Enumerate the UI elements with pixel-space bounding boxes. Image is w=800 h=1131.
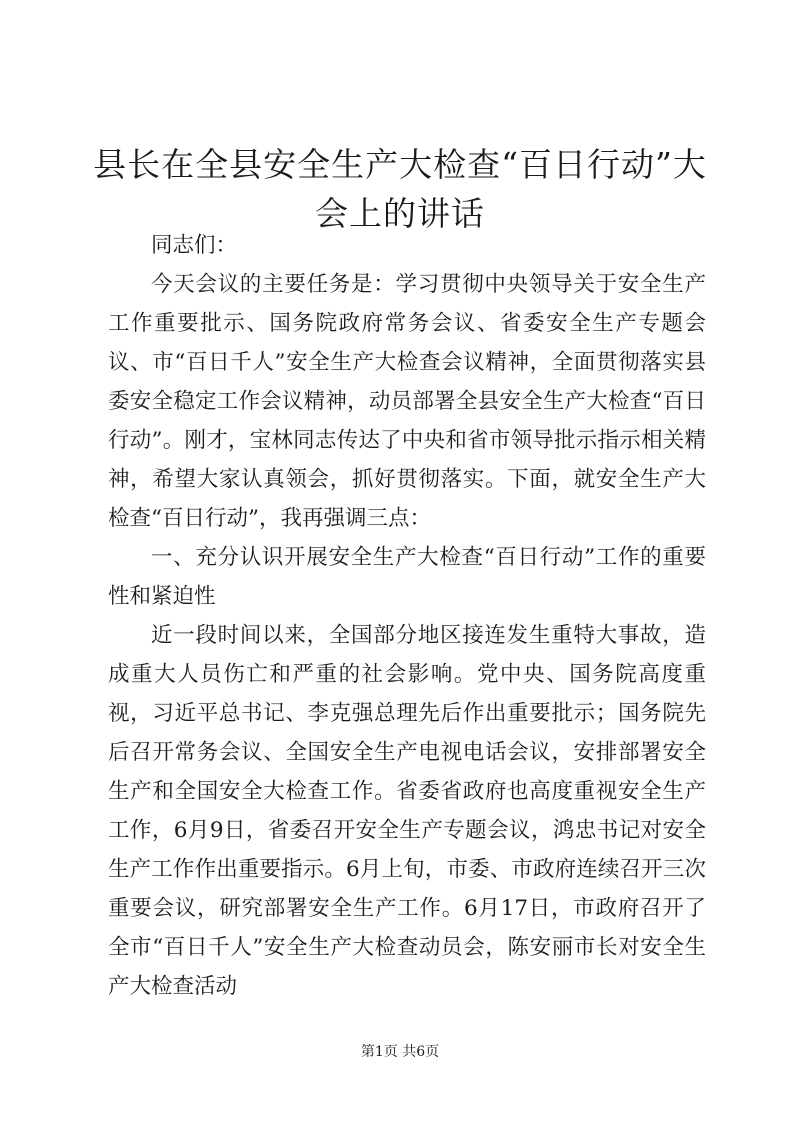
intro-paragraph: 今天会议的主要任务是：学习贯彻中央领导关于安全生产工作重要批示、国务院政府常务会议、省委安全生产专题会议、市“百日千人”安全生产大检查会议精神，全面贯彻落实县委安全稳定工作会议精神，动员部署全县安全生产大检查“百日行动”。刚才，宝林同志传达了中央和省市领导批示指示相关精神，希望大家认真领会，抓好贯彻落实。下面，就安全生产大检查“百日行动”，我再强调三点： — [108, 272, 706, 531]
salutation-paragraph: 同志们： — [151, 233, 238, 258]
page-footer: 第1页 共6页 — [360, 1044, 440, 1060]
document-title: 县长在全县安全生产大检查“百日行动”大会上的讲话 — [93, 145, 707, 233]
document-body — [108, 226, 706, 1006]
section-heading-1: 一、充分认识开展安全生产大检查“百日行动”工作的重要性和紧迫性 — [108, 545, 706, 609]
body-paragraph: 近一段时间以来，全国部分地区接连发生重特大事故，造成重大人员伤亡和严重的社会影响。党中央、国务院高度重视，习近平总书记、李克强总理先后作出重要批示；国务院先后召开常务会议、全国安全生产电视电话会议，安排部署安全生产和全国安全大检查工作。省委省政府也高度重视安全生产工作，6月9日，省委召开安全生产专题会议，鸿忠书记对安全生产工作作出重要指示。6月上旬，市委、市政府连续召开三次重要会议，研究部署安全生产工作。6月17日，市政府召开了全市“百日千人”安全生产大检查动员会，陈安丽市长对安全生产大检查活动 — [108, 623, 706, 999]
